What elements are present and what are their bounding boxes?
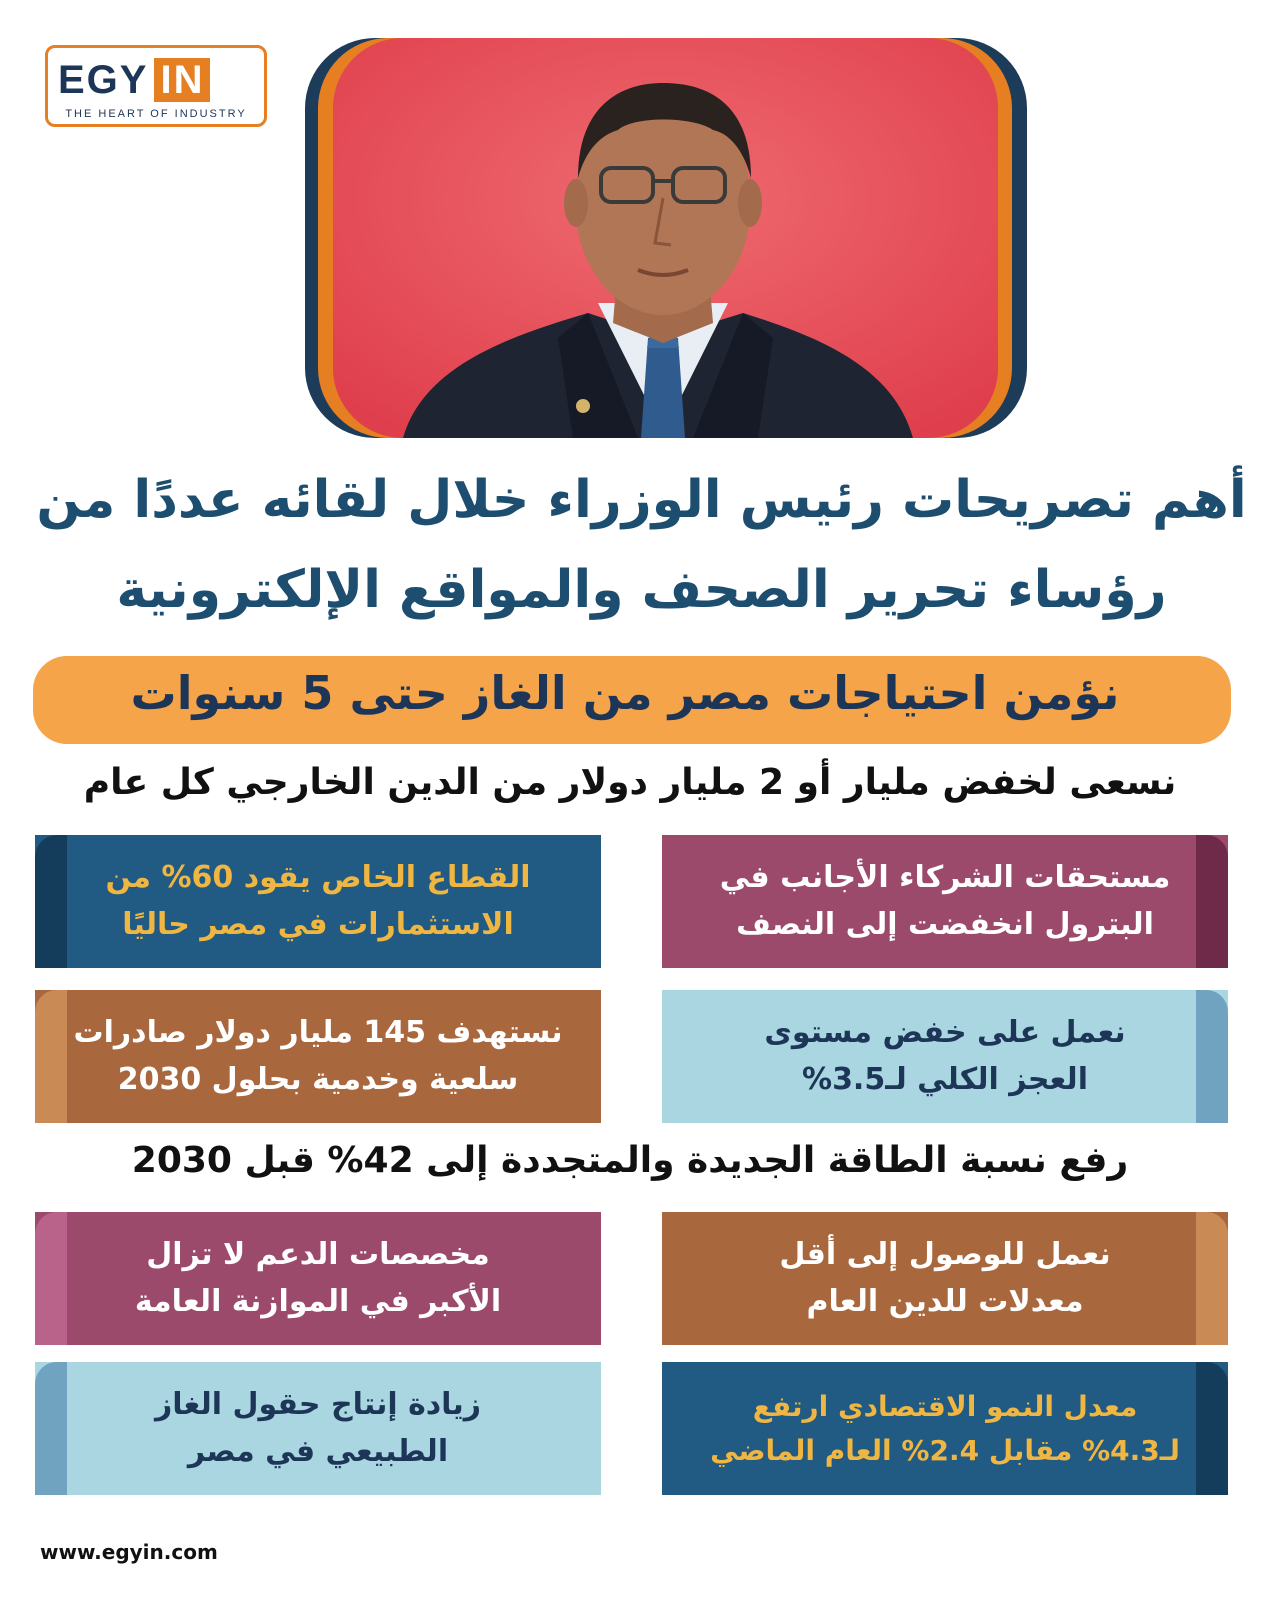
card-line: مخصصات الدعم لا تزال	[146, 1237, 490, 1272]
card-oil-partners	[662, 835, 1228, 968]
headline-line1: أهم تصريحات رئيس الوزراء خلال لقائه عددًا من	[36, 470, 1247, 530]
card-subsidies	[35, 1212, 601, 1345]
card-line: الاستثمارات في مصر حاليًا	[122, 906, 514, 942]
card-public-debt	[662, 1212, 1228, 1345]
card-line: العجز الكلي لـ3.5%	[802, 1061, 1088, 1097]
card-line: مستحقات الشركاء الأجانب في	[719, 860, 1171, 895]
card-line: الطبيعي في مصر	[187, 1433, 449, 1469]
card-line: القطاع الخاص يقود 60% من	[105, 860, 531, 895]
card-line: الأكبر في الموازنة العامة	[134, 1283, 502, 1319]
card-accent	[35, 990, 67, 1123]
highlight-text: نؤمن احتياجات مصر من الغاز حتى 5 سنوات	[130, 666, 1120, 720]
headline-line2: رؤساء تحرير الصحف والمواقع الإلكترونية	[116, 560, 1167, 620]
card-line: سلعية وخدمية بحلول 2030	[117, 1061, 519, 1097]
card-accent	[35, 1362, 67, 1495]
card-accent	[1196, 1362, 1228, 1495]
card-line: لـ4.3% مقابل 2.4% العام الماضي	[710, 1433, 1180, 1467]
card-accent	[35, 835, 67, 968]
logo-tagline: THE HEART OF INDUSTRY	[65, 108, 247, 120]
card-accent	[1196, 1212, 1228, 1345]
card-private-sector	[35, 835, 601, 968]
statement-renewable-energy: رفع نسبة الطاقة الجديدة والمتجددة إلى 42% قبل 2030	[131, 1140, 1129, 1181]
card-line: البترول انخفضت إلى النصف	[736, 906, 1154, 942]
footer-website[interactable]: www.egyin.com	[40, 1540, 218, 1564]
card-line: زيادة إنتاج حقول الغاز	[155, 1387, 481, 1422]
card-accent	[35, 1212, 67, 1345]
card-deficit	[662, 990, 1228, 1123]
card-line: معدلات للدين العام	[806, 1283, 1084, 1319]
card-gas-production	[35, 1362, 601, 1495]
card-accent	[1196, 990, 1228, 1123]
card-line: نستهدف 145 مليار دولار صادرات	[73, 1015, 563, 1050]
portrait-photo	[333, 38, 998, 438]
logo-in: IN	[154, 58, 210, 102]
card-exports	[35, 990, 601, 1123]
portrait-illustration	[333, 38, 998, 438]
brand-logo	[45, 45, 267, 127]
logo-egy: EGY	[58, 58, 149, 102]
statement-external-debt: نسعى لخفض مليار أو 2 مليار دولار من الدين الخارجي كل عام	[83, 762, 1177, 803]
logo-wordmark	[58, 58, 210, 102]
card-line: نعمل للوصول إلى أقل	[779, 1237, 1111, 1272]
card-growth-rate	[662, 1362, 1228, 1495]
card-line: نعمل على خفض مستوى	[764, 1015, 1126, 1050]
card-line: معدل النمو الاقتصادي ارتفع	[752, 1390, 1138, 1424]
card-accent	[1196, 835, 1228, 968]
